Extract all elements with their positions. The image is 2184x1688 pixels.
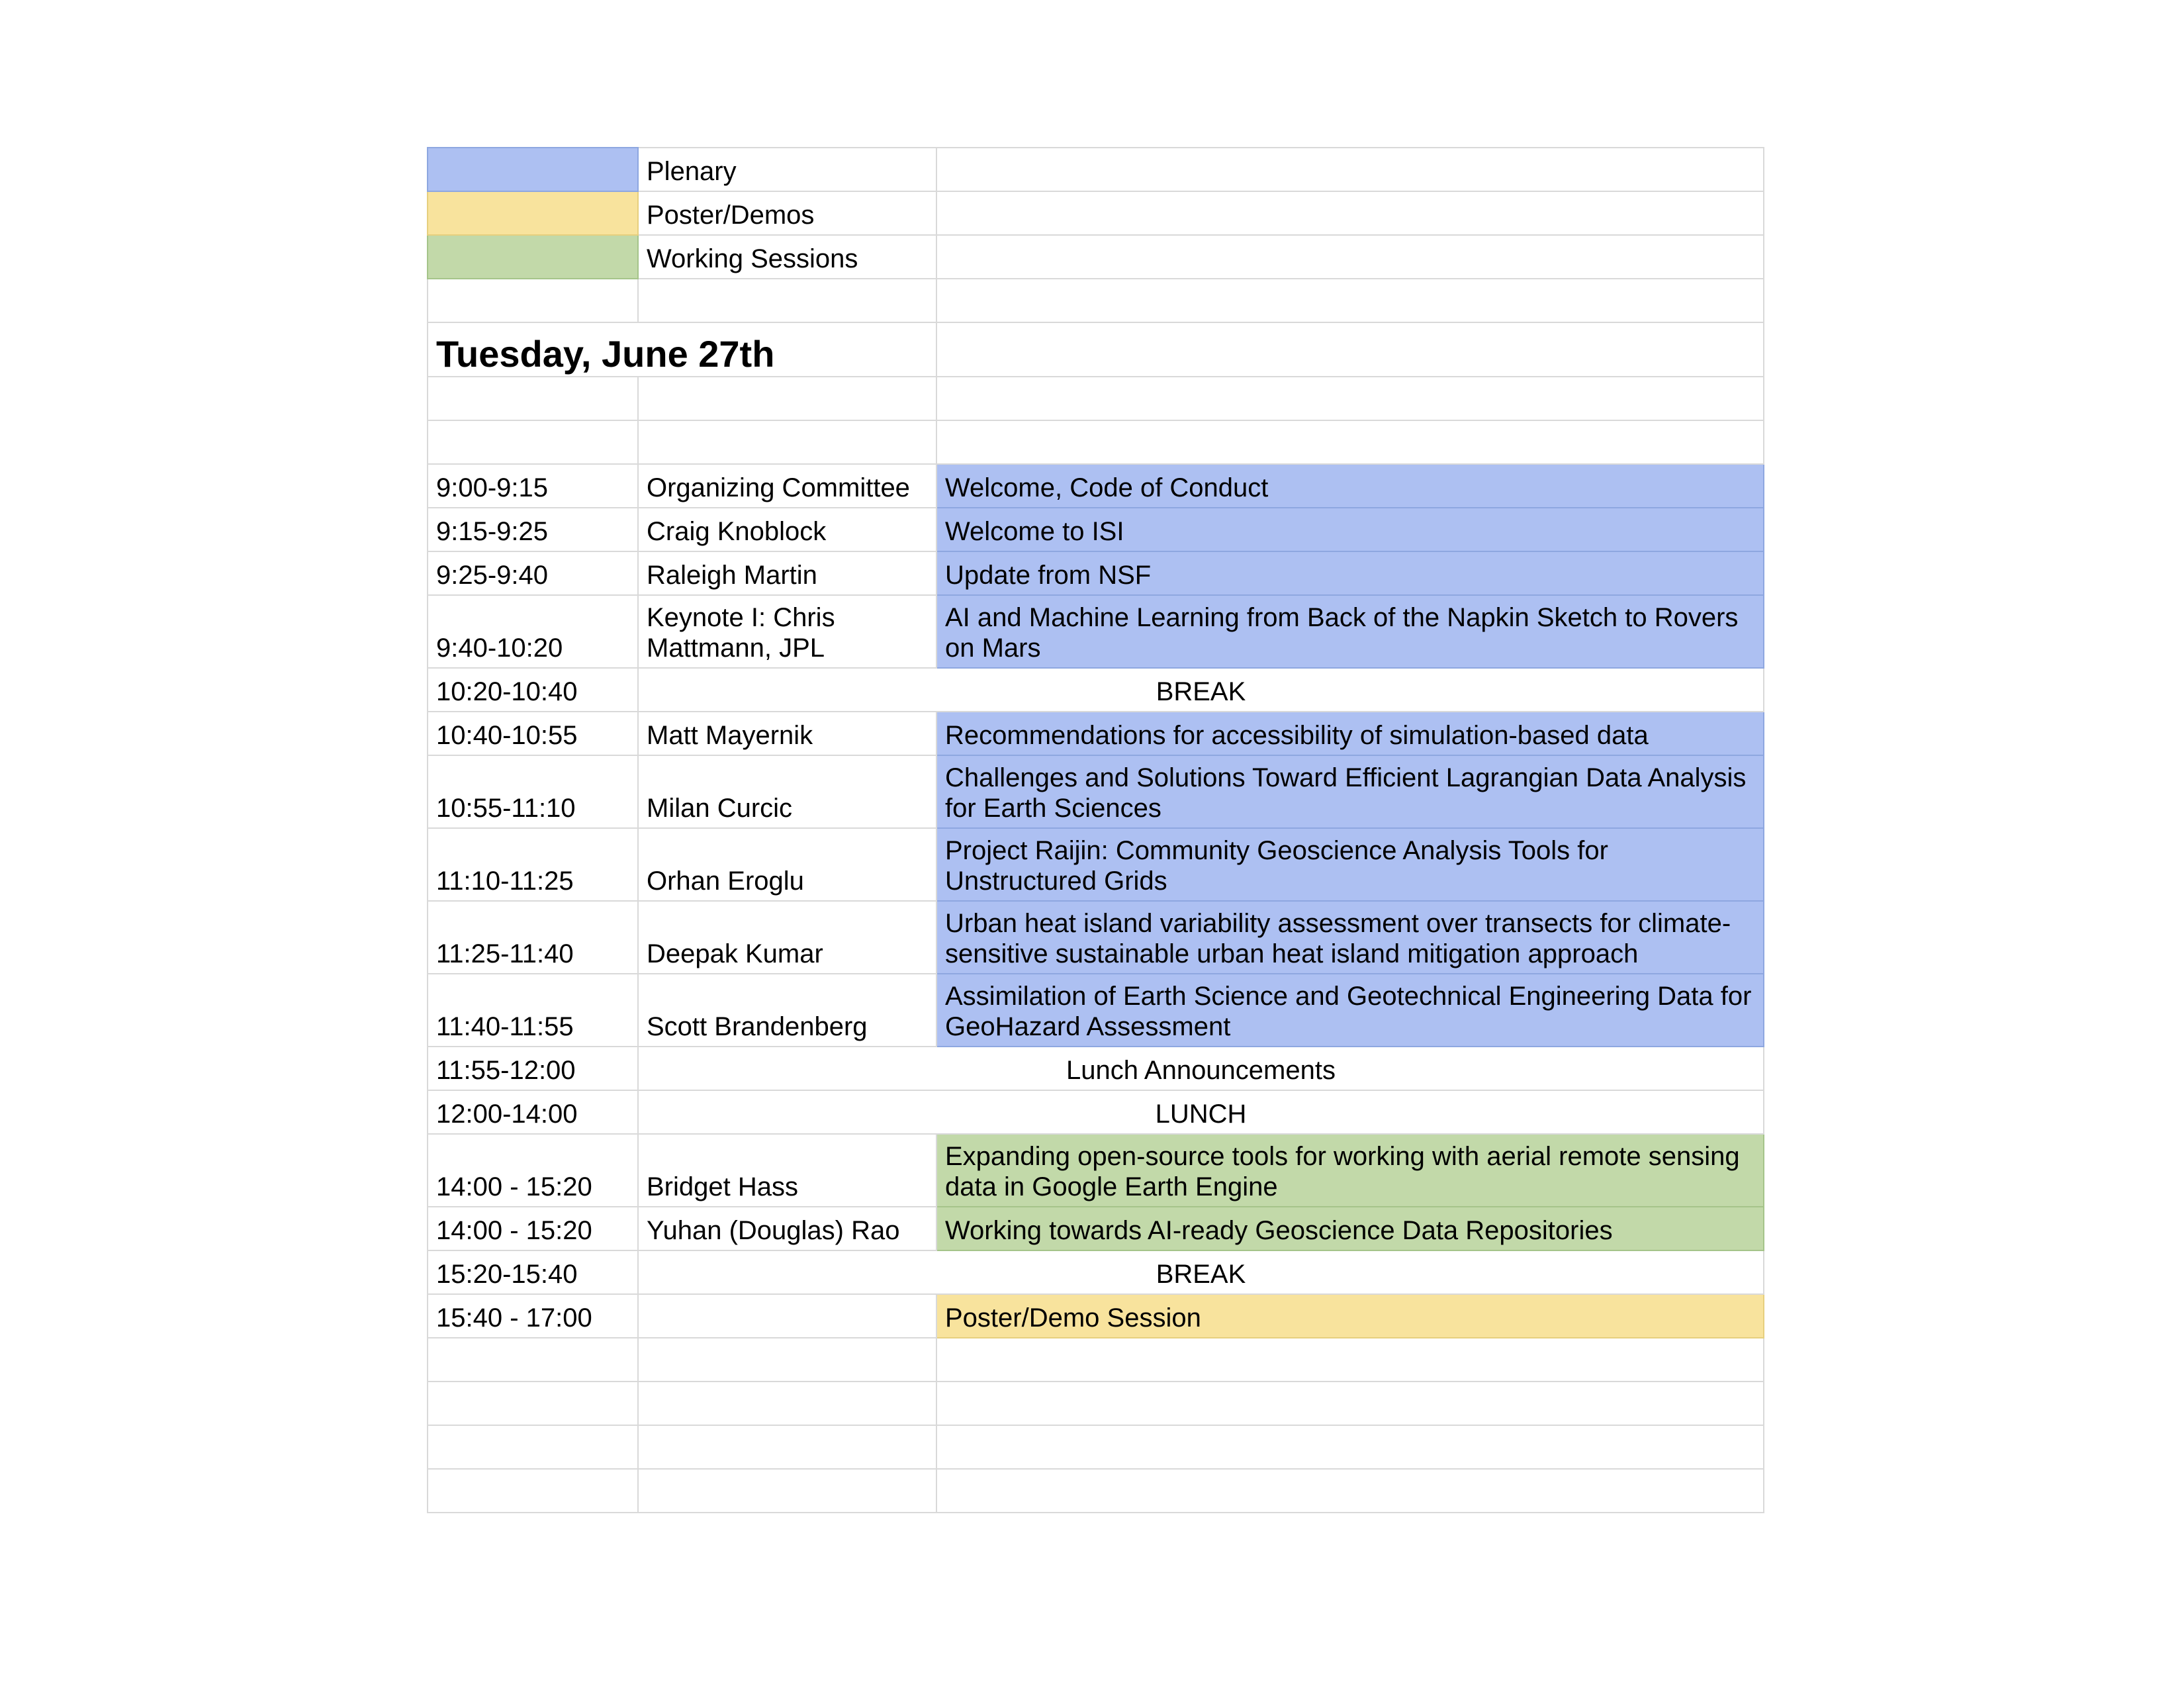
empty-cell[interactable]: [638, 1338, 936, 1382]
empty-cell[interactable]: [428, 279, 638, 322]
time-cell[interactable]: 11:25-11:40: [428, 901, 638, 974]
time-cell[interactable]: 10:55-11:10: [428, 755, 638, 828]
break-cell[interactable]: LUNCH: [638, 1090, 1764, 1134]
legend-swatch-poster[interactable]: [428, 191, 638, 235]
empty-row: [428, 420, 1764, 464]
empty-cell[interactable]: [936, 322, 1764, 377]
session-row: [428, 1134, 1764, 1207]
session-title-cell[interactable]: Welcome, Code of Conduct: [936, 464, 1764, 508]
speaker-cell[interactable]: Bridget Hass: [638, 1134, 936, 1207]
time-cell[interactable]: 14:00 - 15:20: [428, 1207, 638, 1250]
time-cell[interactable]: 11:10-11:25: [428, 828, 638, 901]
session-row: [428, 464, 1764, 508]
session-title-cell[interactable]: Assimilation of Earth Science and Geotechnical Engineering Data for GeoHazard Assessment: [936, 974, 1764, 1047]
empty-cell[interactable]: [936, 377, 1764, 420]
empty-row: [428, 279, 1764, 322]
session-title-cell[interactable]: Update from NSF: [936, 551, 1764, 595]
time-cell[interactable]: 12:00-14:00: [428, 1090, 638, 1134]
empty-row: [428, 1338, 1764, 1382]
session-row: [428, 551, 1764, 595]
session-row: [428, 755, 1764, 828]
time-cell[interactable]: 11:55-12:00: [428, 1047, 638, 1090]
session-title-cell[interactable]: Poster/Demo Session: [936, 1294, 1764, 1338]
time-cell[interactable]: 9:25-9:40: [428, 551, 638, 595]
session-title-cell[interactable]: AI and Machine Learning from Back of the Napkin Sketch to Rovers on Mars: [936, 595, 1764, 668]
session-row: [428, 901, 1764, 974]
session-row: [428, 712, 1764, 755]
empty-row: [428, 1382, 1764, 1425]
empty-cell[interactable]: [936, 279, 1764, 322]
empty-cell[interactable]: [638, 420, 936, 464]
break-cell[interactable]: Lunch Announcements: [638, 1047, 1764, 1090]
time-cell[interactable]: 11:40-11:55: [428, 974, 638, 1047]
session-title-cell[interactable]: Working towards AI-ready Geoscience Data Repositories: [936, 1207, 1764, 1250]
time-cell[interactable]: 9:40-10:20: [428, 595, 638, 668]
break-cell[interactable]: BREAK: [638, 1250, 1764, 1294]
time-cell[interactable]: 10:20-10:40: [428, 668, 638, 712]
session-title-cell[interactable]: Urban heat island variability assessment over transects for climate-sensitive sustainable urban heat island mitigation approach: [936, 901, 1764, 974]
speaker-cell[interactable]: Organizing Committee: [638, 464, 936, 508]
legend-label[interactable]: Working Sessions: [638, 235, 936, 279]
empty-cell[interactable]: [638, 1469, 936, 1513]
speaker-cell[interactable]: Deepak Kumar: [638, 901, 936, 974]
day-title[interactable]: Tuesday, June 27th: [428, 322, 936, 377]
session-row: [428, 508, 1764, 551]
speaker-cell[interactable]: Milan Curcic: [638, 755, 936, 828]
legend-row: [428, 191, 1764, 235]
break-row: [428, 1090, 1764, 1134]
time-cell[interactable]: 14:00 - 15:20: [428, 1134, 638, 1207]
legend-label[interactable]: Plenary: [638, 148, 936, 191]
legend-swatch-plenary[interactable]: [428, 148, 638, 191]
break-row: [428, 1047, 1764, 1090]
empty-cell[interactable]: [936, 1382, 1764, 1425]
empty-cell[interactable]: [936, 1469, 1764, 1513]
speaker-cell[interactable]: [638, 1294, 936, 1338]
empty-row: [428, 1425, 1764, 1469]
empty-row: [428, 377, 1764, 420]
speaker-cell[interactable]: Raleigh Martin: [638, 551, 936, 595]
session-title-cell[interactable]: Expanding open-source tools for working with aerial remote sensing data in Google Earth Engine: [936, 1134, 1764, 1207]
empty-cell[interactable]: [428, 1469, 638, 1513]
break-row: [428, 1250, 1764, 1294]
time-cell[interactable]: 9:00-9:15: [428, 464, 638, 508]
empty-cell[interactable]: [428, 420, 638, 464]
session-row: [428, 1294, 1764, 1338]
empty-cell[interactable]: [428, 1338, 638, 1382]
empty-cell[interactable]: [936, 1425, 1764, 1469]
empty-cell[interactable]: [428, 1425, 638, 1469]
legend-row: [428, 148, 1764, 191]
empty-cell[interactable]: [936, 235, 1764, 279]
time-cell[interactable]: 15:40 - 17:00: [428, 1294, 638, 1338]
empty-row: [428, 1469, 1764, 1513]
legend-row: [428, 235, 1764, 279]
empty-cell[interactable]: [936, 1338, 1764, 1382]
empty-cell[interactable]: [936, 191, 1764, 235]
session-title-cell[interactable]: Welcome to ISI: [936, 508, 1764, 551]
empty-cell[interactable]: [638, 1425, 936, 1469]
session-title-cell[interactable]: Challenges and Solutions Toward Efficient Lagrangian Data Analysis for Earth Sciences: [936, 755, 1764, 828]
schedule-sheet: [427, 147, 1764, 1513]
empty-cell[interactable]: [428, 377, 638, 420]
speaker-cell[interactable]: Matt Mayernik: [638, 712, 936, 755]
session-row: [428, 828, 1764, 901]
session-row: [428, 1207, 1764, 1250]
session-title-cell[interactable]: Project Raijin: Community Geoscience Analysis Tools for Unstructured Grids: [936, 828, 1764, 901]
session-row: [428, 595, 1764, 668]
empty-cell[interactable]: [428, 1382, 638, 1425]
session-row: [428, 974, 1764, 1047]
empty-cell[interactable]: [638, 279, 936, 322]
speaker-cell[interactable]: Keynote I: Chris Mattmann, JPL: [638, 595, 936, 668]
time-cell[interactable]: 10:40-10:55: [428, 712, 638, 755]
empty-cell[interactable]: [638, 1382, 936, 1425]
speaker-cell[interactable]: Scott Brandenberg: [638, 974, 936, 1047]
legend-swatch-working[interactable]: [428, 235, 638, 279]
break-cell[interactable]: BREAK: [638, 668, 1764, 712]
time-cell[interactable]: 15:20-15:40: [428, 1250, 638, 1294]
legend-label[interactable]: Poster/Demos: [638, 191, 936, 235]
empty-cell[interactable]: [936, 420, 1764, 464]
speaker-cell[interactable]: Yuhan (Douglas) Rao: [638, 1207, 936, 1250]
time-cell[interactable]: 9:15-9:25: [428, 508, 638, 551]
empty-cell[interactable]: [936, 148, 1764, 191]
day-title-row: [428, 322, 1764, 377]
speaker-cell[interactable]: Orhan Eroglu: [638, 828, 936, 901]
speaker-cell[interactable]: Craig Knoblock: [638, 508, 936, 551]
empty-cell[interactable]: [638, 377, 936, 420]
session-title-cell[interactable]: Recommendations for accessibility of simulation-based data: [936, 712, 1764, 755]
break-row: [428, 668, 1764, 712]
